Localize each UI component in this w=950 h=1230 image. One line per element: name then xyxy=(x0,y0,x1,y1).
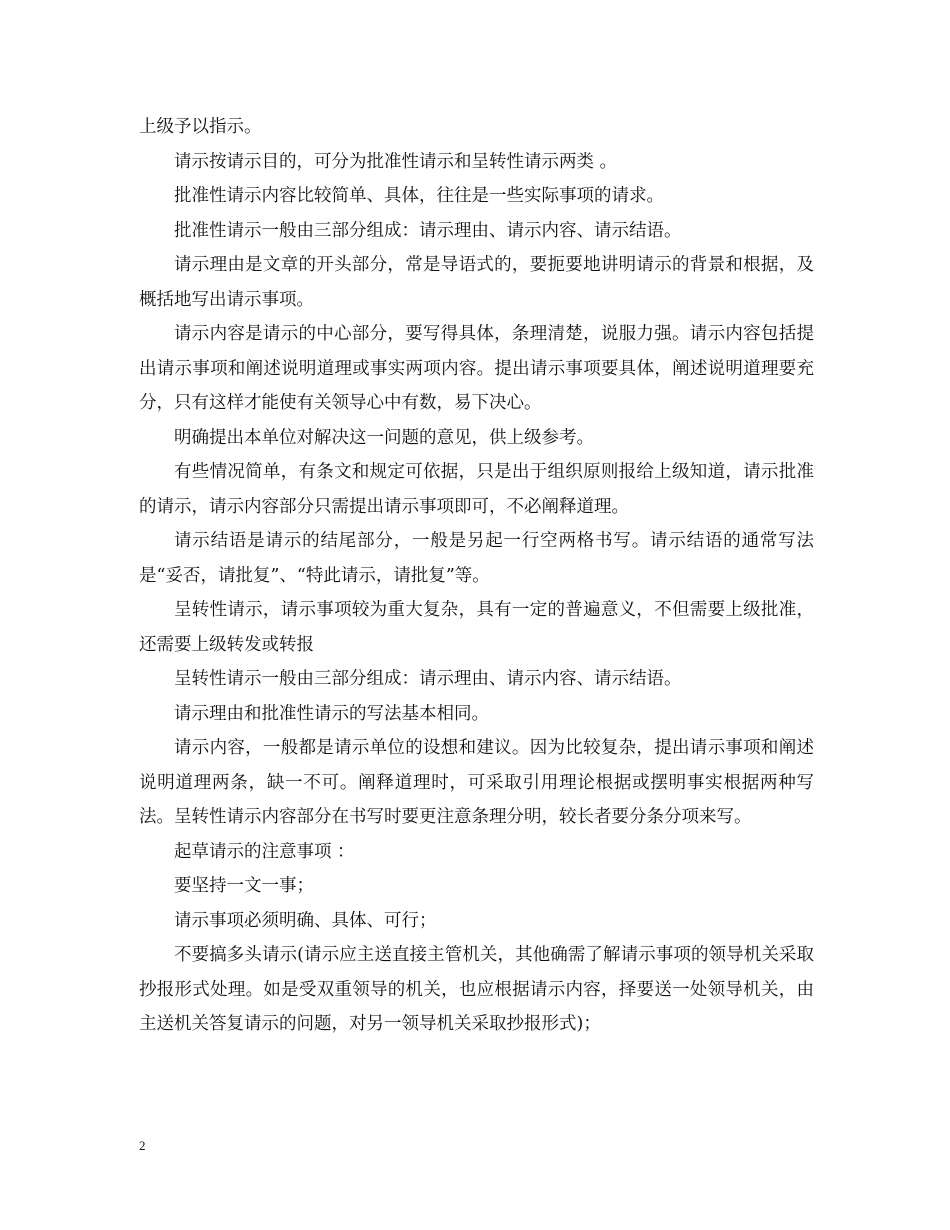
paragraph: 请示结语是请示的结尾部分，一般是另起一行空两格书写。请示结语的通常写法是“妥否，请批复”、“特此请示，请批复”等。 xyxy=(139,531,814,586)
paragraph: 有些情况简单，有条文和规定可依据，只是出于组织原则报给上级知道，请示批准的请示，请示内容部分只需提出请示事项即可，不必阐释道理。 xyxy=(139,462,814,517)
paragraph: 请示按请示目的，可分为批准性请示和呈转性请示两类 。 xyxy=(174,151,618,172)
paragraph: 呈转性请示，请示事项较为重大复杂，具有一定的普遍意义，不但需要上级批准，还需要上级转发或转报 xyxy=(139,600,814,655)
body-text xyxy=(139,110,814,1042)
paragraph: 要坚持一文一事； xyxy=(174,876,314,896)
paragraph: 呈转性请示一般由三部分组成：请示理由、请示内容、请示结语。 xyxy=(174,669,682,689)
page-number: 2 xyxy=(139,1138,146,1153)
paragraph: 请示内容，一般都是请示单位的设想和建议。因为比较复杂，提出请示事项和阐述说明道理两条，缺一不可。阐释道理时，可采取引用理论根据或摆明事实根据两种写法。呈转性请示内容部分在书写时要更注意条理分明，较长者要分条分项来写。 xyxy=(139,738,814,827)
paragraph: 起草请示的注意事项 ： xyxy=(174,841,355,862)
paragraph: 不要搞多头请示(请示应主送直接主管机关，其他确需了解请示事项的领导机关采取抄报形式处理。如是受双重领导的机关，也应根据请示内容，择要送一处领导机关，由主送机关答复请示的问题，对另一领导机关采取抄报形式)； xyxy=(139,945,814,1034)
paragraph: 请示理由是文章的开头部分，常是导语式的，要扼要地讲明请示的背景和根据，及概括地写出请示事项。 xyxy=(139,255,814,310)
paragraph: 请示内容是请示的中心部分，要写得具体，条理清楚，说服力强。请示内容包括提出请示事项和阐述说明道理或事实两项内容。提出请示事项要具体，阐述说明道理要充分，只有这样才能使有关领导心中有数，易下决心。 xyxy=(139,324,814,413)
paragraph: 批准性请示一般由三部分组成：请示理由、请示内容、请示结语。 xyxy=(174,220,682,241)
paragraph: 批准性请示内容比较简单、具体，往往是一些实际事项的请求。 xyxy=(174,186,664,206)
paragraph: 请示理由和批准性请示的写法基本相同。 xyxy=(174,703,489,724)
paragraph-continuation: 上级予以指示。 xyxy=(139,117,262,137)
paragraph: 请示事项必须明确、具体、可行； xyxy=(174,910,437,931)
paragraph: 明确提出本单位对解决这一问题的意见，供上级参考。 xyxy=(174,427,594,448)
